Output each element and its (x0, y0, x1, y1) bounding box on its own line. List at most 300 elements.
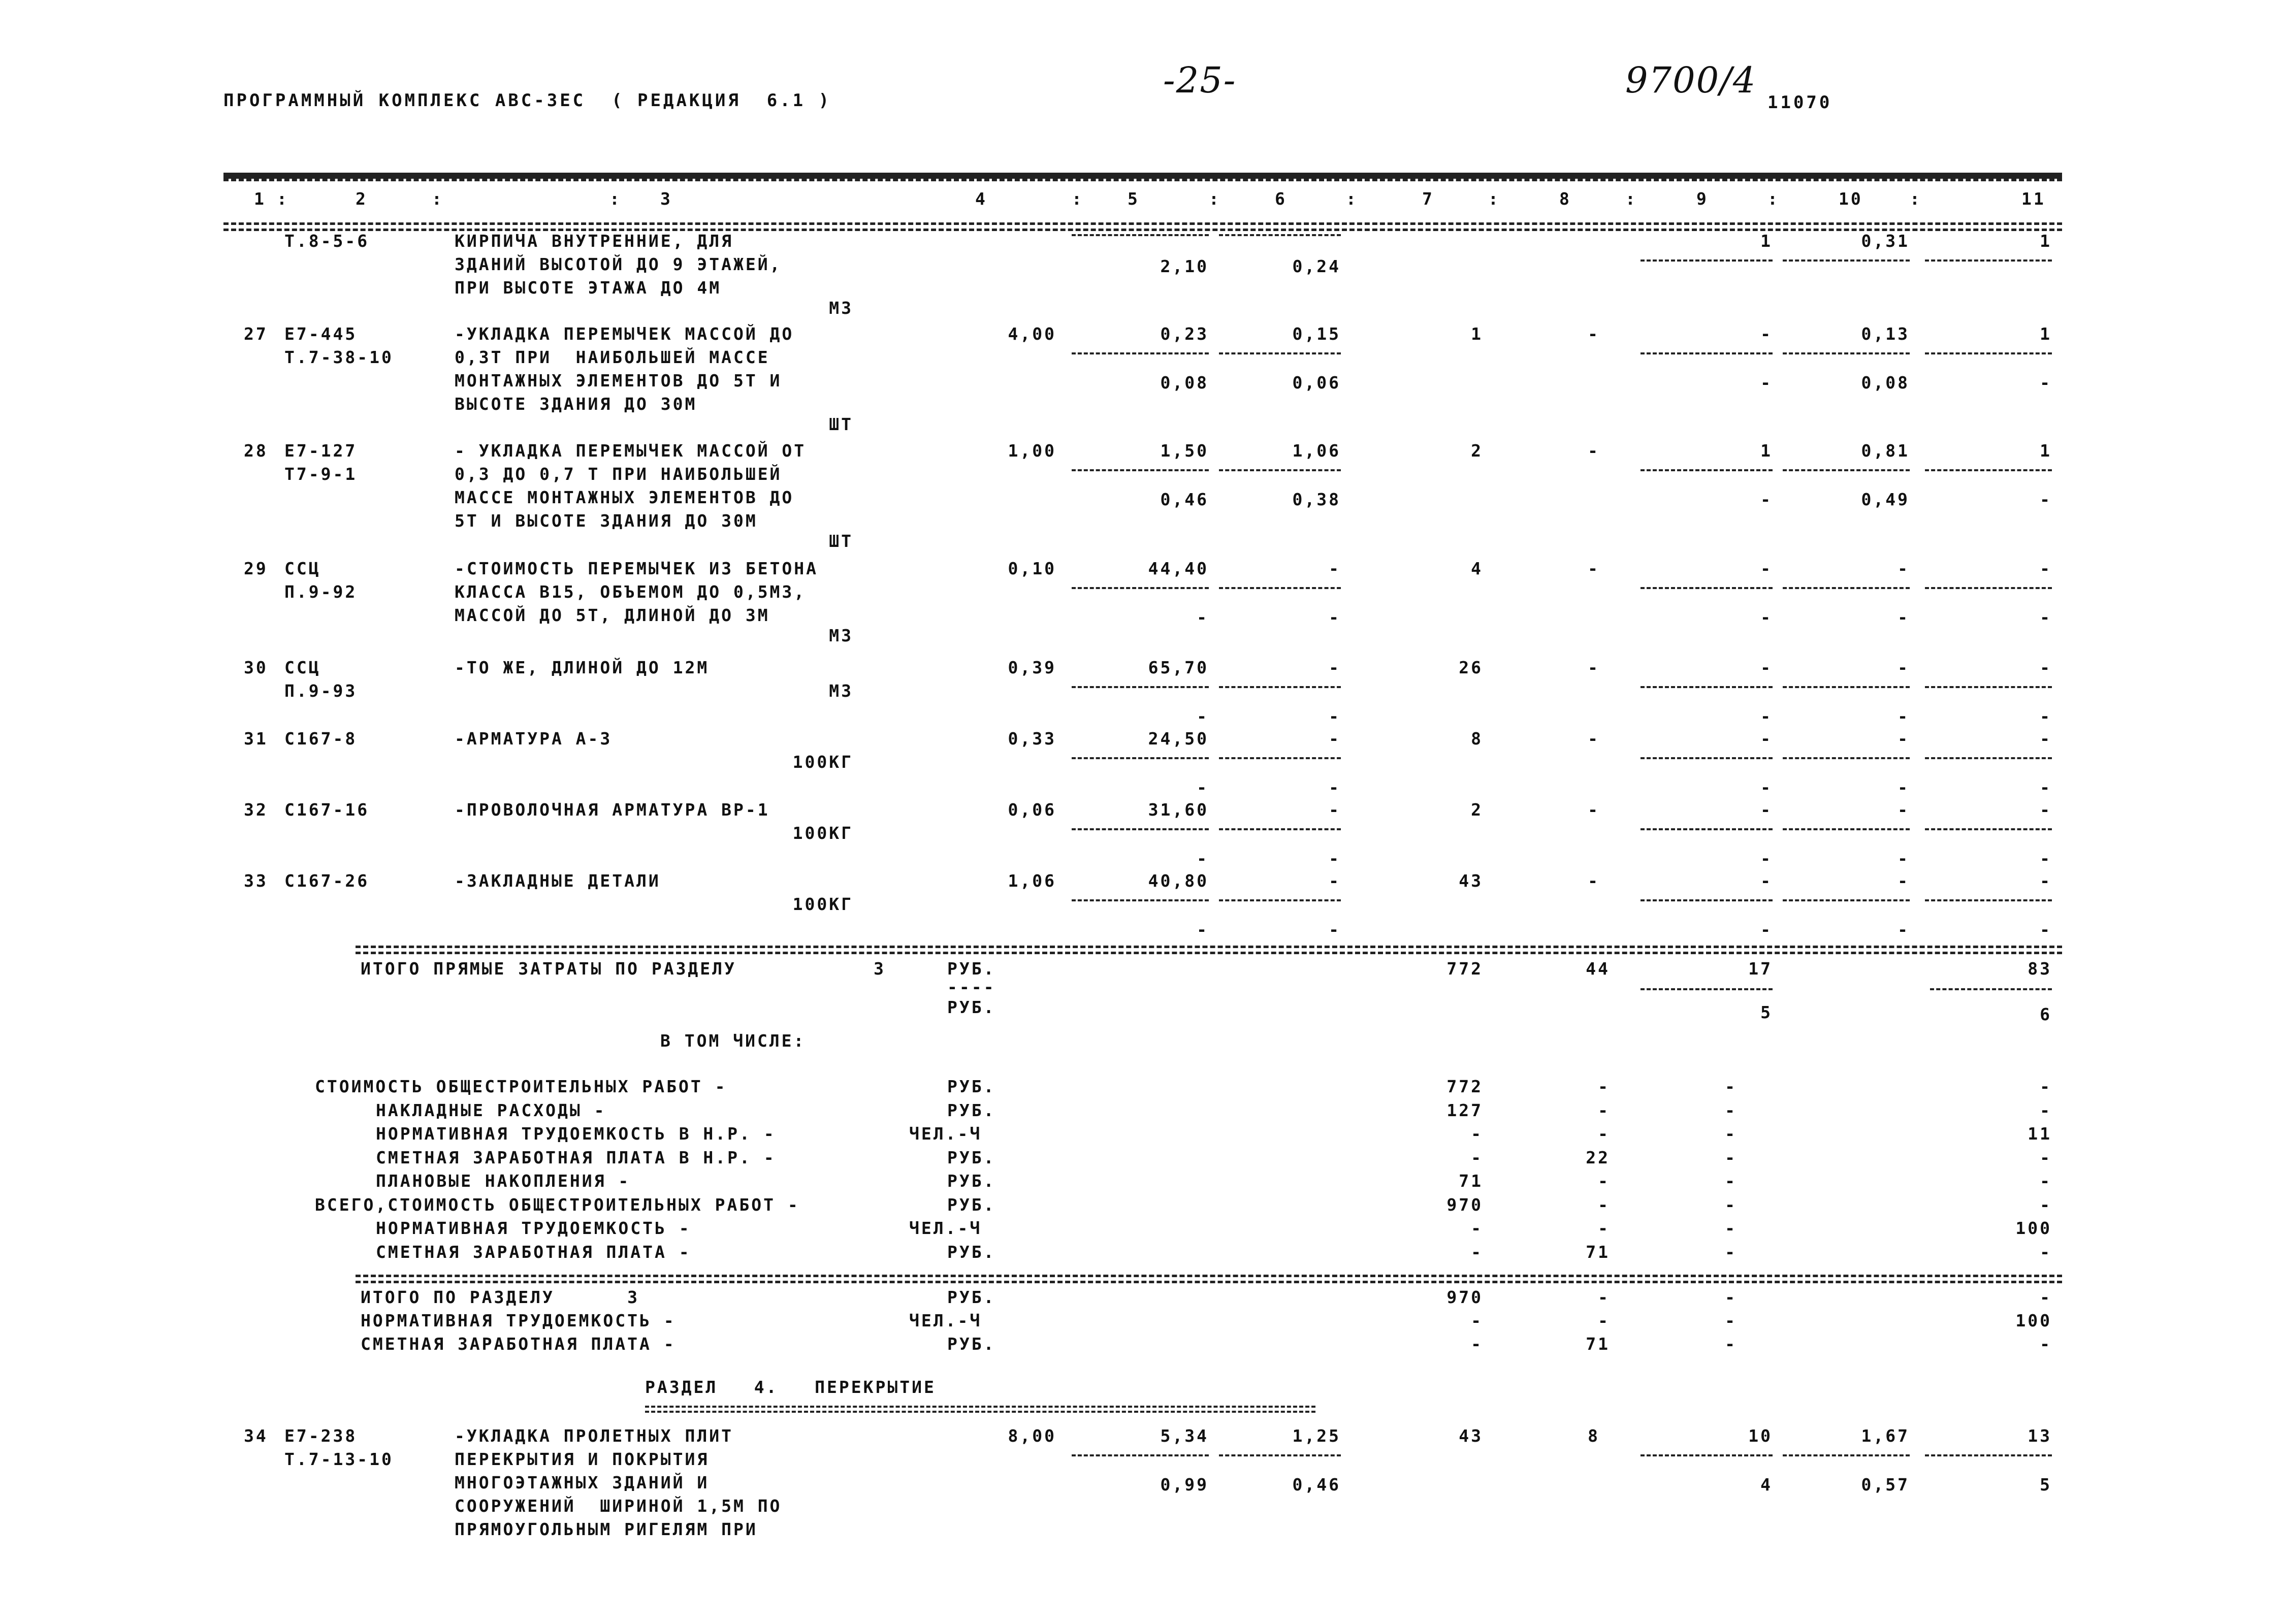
column-separator: : (1910, 189, 1922, 209)
row-code: С167-8 (284, 729, 358, 749)
row-unit-machine: - (1329, 658, 1341, 677)
including-line-c8: - (1598, 1195, 1610, 1215)
row-c9-wage: 4 (1760, 1475, 1773, 1495)
section-total-unit: ЧЕЛ.-Ч (909, 1311, 982, 1330)
row-total-cost: 8 (1471, 729, 1483, 749)
row-c9-wage: - (1760, 490, 1773, 509)
direct-costs-section: 3 (874, 959, 886, 979)
row-description: КЛАССА В15, ОБЪЕМОМ ДО 0,5М3, (455, 582, 807, 602)
including-line-c8: - (1598, 1171, 1610, 1191)
row-total-cost: 4 (1471, 559, 1483, 578)
column-separator: : (1072, 189, 1084, 209)
including-line-unit: РУБ. (947, 1148, 996, 1167)
column-header-6: 6 (1275, 189, 1287, 209)
row-unit-machine-wage: - (1329, 607, 1341, 627)
column-separator: : (1767, 189, 1780, 209)
column-separator: : (277, 189, 289, 209)
row-c10-wage: 0,57 (1861, 1475, 1910, 1495)
row-code: Т.7-38-10 (284, 347, 394, 367)
row-c11-value: - (2040, 658, 2052, 677)
row-quantity: 4,00 (1008, 324, 1056, 344)
row-c11-separator (1925, 352, 2052, 354)
row-unit-machine: - (1329, 871, 1341, 891)
row-c9-value: - (1760, 800, 1773, 820)
row-c9-value: - (1760, 658, 1773, 677)
row-c6-separator (1219, 686, 1341, 688)
including-line-c11: - (2040, 1148, 2052, 1167)
row-c11-wage: - (2040, 920, 2052, 939)
row-c10-separator (1783, 899, 1910, 901)
row-c10-value: 1,67 (1861, 1426, 1910, 1446)
including-line-c9: - (1725, 1148, 1737, 1167)
row-code: Е7-127 (284, 441, 358, 461)
row-code: С167-16 (284, 800, 370, 820)
header-bottom-rule (223, 222, 2062, 225)
including-line-c8: - (1598, 1077, 1610, 1096)
including-line-label: СМЕТНАЯ ЗАРАБОТНАЯ ПЛАТА - (376, 1242, 691, 1262)
row-c10-value: - (1898, 800, 1910, 820)
row-c6-separator (1219, 587, 1341, 589)
row-c9-value: - (1760, 729, 1773, 749)
row-c5-separator (1072, 352, 1209, 354)
row-c9-separator (1641, 259, 1773, 262)
row-c6-separator (1219, 828, 1341, 830)
section-total-label: ИТОГО ПО РАЗДЕЛУ 3 (361, 1287, 639, 1307)
row-number: 31 (244, 729, 268, 749)
row-description: -СТОИМОСТЬ ПЕРЕМЫЧЕК ИЗ БЕТОНА (455, 559, 819, 578)
including-line-label: ВСЕГО,СТОИМОСТЬ ОБЩЕСТРОИТЕЛЬНЫХ РАБОТ - (315, 1195, 800, 1215)
section-total-c7: - (1471, 1334, 1483, 1354)
row-c11-wage: - (2040, 777, 2052, 797)
row-c9-separator (1641, 899, 1773, 901)
section-total-unit: РУБ. (947, 1287, 996, 1307)
including-line-c11: - (2040, 1077, 2052, 1096)
row-c11-wage: 5 (2040, 1475, 2052, 1495)
section-total-c7: - (1471, 1311, 1483, 1330)
row-c11-wage: - (2040, 373, 2052, 393)
including-line-c9: - (1725, 1077, 1737, 1096)
row-unit: ШТ (829, 414, 853, 434)
row-description: МАССОЙ ДО 5Т, ДЛИНОЙ ДО 3М (455, 605, 770, 625)
row-machine-cost: - (1588, 658, 1600, 677)
including-line-c8: - (1598, 1124, 1610, 1144)
row-c10-value: - (1898, 729, 1910, 749)
including-line-label: НАКЛАДНЫЕ РАСХОДЫ - (376, 1100, 606, 1120)
section-total-rule-2 (356, 1281, 2062, 1283)
including-line-label: НОРМАТИВНАЯ ТРУДОЕМКОСТЬ В Н.Р. - (376, 1124, 776, 1144)
row-c11-separator (1925, 469, 2052, 471)
row-unit-machine-wage: 0,46 (1292, 1475, 1341, 1495)
column-header-1: 1 (254, 189, 266, 209)
row-code: ССЦ (284, 559, 321, 578)
row-c9-separator (1641, 469, 1773, 471)
row-description: 0,3Т ПРИ НАИБОЛЬШЕЙ МАССЕ (455, 347, 770, 367)
row-description: ЗДАНИЙ ВЫСОТОЙ ДО 9 ЭТАЖЕЙ, (455, 254, 782, 274)
row-c11-value: - (2040, 800, 2052, 820)
row-c10-wage: - (1898, 849, 1910, 868)
including-line-label: СМЕТНАЯ ЗАРАБОТНАЯ ПЛАТА В Н.Р. - (376, 1148, 776, 1167)
row-unit-cost: 1,50 (1160, 441, 1209, 461)
row-unit-machine-wage: - (1329, 920, 1341, 939)
direct-costs-unit-2: РУБ. (947, 997, 996, 1017)
row-c9-wage: - (1760, 373, 1773, 393)
document-number: 11070 (1767, 92, 1832, 113)
row-unit-machine: - (1329, 800, 1341, 820)
row-c5-separator (1072, 234, 1209, 236)
column-header-3: 3 (660, 189, 672, 209)
row-c10-separator (1783, 686, 1910, 688)
row-c11-wage: - (2040, 490, 2052, 509)
row-c11-separator (1925, 259, 2052, 262)
row-c5-separator (1072, 899, 1209, 901)
row-description: 5Т И ВЫСОТЕ ЗДАНИЯ ДО 30М (455, 511, 758, 531)
direct-costs-unit-sep: ---- (947, 977, 996, 997)
row-description: ПРЯМОУГОЛЬНЫМ РИГЕЛЯМ ПРИ (455, 1519, 758, 1539)
row-c9-wage: - (1760, 607, 1773, 627)
row-c10-separator (1783, 587, 1910, 589)
row-unit-machine-wage: 0,06 (1292, 373, 1341, 393)
row-number: 30 (244, 658, 268, 677)
row-machine-cost: - (1588, 729, 1600, 749)
including-line-unit: ЧЕЛ.-Ч (909, 1124, 982, 1144)
row-c6-separator (1219, 899, 1341, 901)
including-line-c7: 970 (1446, 1195, 1483, 1215)
including-line-c11: 11 (2028, 1124, 2052, 1144)
including-line-c7: 772 (1446, 1077, 1483, 1096)
row-unit-cost: 40,80 (1148, 871, 1209, 891)
row-machine-cost: - (1588, 441, 1600, 461)
direct-costs-c11: 83 (2028, 959, 2052, 979)
row-unit-machine: 1,25 (1292, 1426, 1341, 1446)
document-code: 9700/4 (1625, 59, 1757, 101)
including-line-label: СТОИМОСТЬ ОБЩЕСТРОИТЕЛЬНЫХ РАБОТ - (315, 1077, 727, 1096)
row-quantity: 0,39 (1008, 658, 1056, 677)
including-line-unit: РУБ. (947, 1242, 996, 1262)
section-total-unit: РУБ. (947, 1334, 996, 1354)
section-4-underline (645, 1406, 1315, 1408)
row-c11-separator (1925, 899, 2052, 901)
row-c9-separator (1641, 757, 1773, 759)
row-unit-wage: 0,99 (1160, 1475, 1209, 1495)
including-line-c9: - (1725, 1100, 1737, 1120)
row-c10-separator (1783, 259, 1910, 262)
row-code: Т7-9-1 (284, 464, 358, 484)
direct-costs-unit: РУБ. (947, 959, 996, 979)
column-header-5: 5 (1128, 189, 1140, 209)
row-c6-separator (1219, 1454, 1341, 1456)
row-number: 34 (244, 1426, 268, 1446)
column-separator: : (432, 189, 444, 209)
row-description: -УКЛАДКА ПРОЛЕТНЫХ ПЛИТ (455, 1426, 733, 1446)
including-line-label: ПЛАНОВЫЕ НАКОПЛЕНИЯ - (376, 1171, 631, 1191)
row-c10-value: - (1898, 871, 1910, 891)
direct-costs-c9-sep (1641, 988, 1773, 990)
section-total-c9: - (1725, 1334, 1737, 1354)
including-line-c9: - (1725, 1124, 1737, 1144)
row-number: 29 (244, 559, 268, 578)
including-line-c8: 71 (1586, 1242, 1610, 1262)
row-quantity: 0,06 (1008, 800, 1056, 820)
row-c9-separator (1641, 587, 1773, 589)
column-separator: : (1346, 189, 1358, 209)
including-line-c9: - (1725, 1218, 1737, 1238)
row-machine-cost: - (1588, 559, 1600, 578)
row-c10-wage: - (1898, 777, 1910, 797)
row-c10-separator (1783, 469, 1910, 471)
row-code: П.9-93 (284, 681, 358, 701)
row-c9-value: 1 (1760, 231, 1773, 251)
row-unit: 100КГ (792, 823, 853, 843)
row-code: Т.7-13-10 (284, 1449, 394, 1469)
row-code: С167-26 (284, 871, 370, 891)
row-c9-value: - (1760, 871, 1773, 891)
row-c11-value: - (2040, 871, 2052, 891)
row-c11-separator (1925, 587, 2052, 589)
row-number: 32 (244, 800, 268, 820)
row-c9-wage: - (1760, 849, 1773, 868)
row-unit-wage: - (1197, 706, 1209, 726)
including-line-unit: РУБ. (947, 1077, 996, 1096)
row-c11-wage: - (2040, 706, 2052, 726)
top-rule (223, 173, 2062, 179)
row-number: 28 (244, 441, 268, 461)
row-description: МНОГОЭТАЖНЫХ ЗДАНИЙ И (455, 1473, 710, 1492)
row-total-cost: 43 (1459, 871, 1483, 891)
row-c5-separator (1072, 828, 1209, 830)
row-c9-value: - (1760, 324, 1773, 344)
row-c9-value: - (1760, 559, 1773, 578)
including-line-unit: РУБ. (947, 1195, 996, 1215)
section-total-c8: - (1598, 1311, 1610, 1330)
including-line-c11: - (2040, 1171, 2052, 1191)
row-c10-value: 0,81 (1861, 441, 1910, 461)
row-description: ПРИ ВЫСОТЕ ЭТАЖА ДО 4М (455, 278, 722, 298)
row-unit-machine-wage: - (1329, 849, 1341, 868)
row-c10-wage: - (1898, 920, 1910, 939)
direct-costs-c11b: 6 (2040, 1004, 2052, 1024)
row-c5-separator (1072, 1454, 1209, 1456)
row-description: ПЕРЕКРЫТИЯ И ПОКРЫТИЯ (455, 1449, 710, 1469)
row-quantity: 8,00 (1008, 1426, 1056, 1446)
top-rule-2 (223, 179, 2062, 181)
row-unit-wage: - (1197, 849, 1209, 868)
column-header-8: 8 (1559, 189, 1571, 209)
including-line-c7: - (1471, 1218, 1483, 1238)
row-c11-value: - (2040, 729, 2052, 749)
row-c5-separator (1072, 587, 1209, 589)
row-c9-wage: - (1760, 706, 1773, 726)
row-unit-wage: 0,08 (1160, 373, 1209, 393)
row-unit: М3 (829, 298, 853, 318)
program-header: ПРОГРАММНЫЙ КОМПЛЕКС АВС-ЗЕС ( РЕДАКЦИЯ 6.1 ) (223, 90, 832, 111)
row-c6-separator (1219, 469, 1341, 471)
page-number: -25- (1163, 59, 1237, 101)
row-c9-wage: - (1760, 777, 1773, 797)
row-c11-value: 13 (2028, 1426, 2052, 1446)
row-c9-value: 10 (1748, 1426, 1773, 1446)
row-code: П.9-92 (284, 582, 358, 602)
section-total-c8: - (1598, 1287, 1610, 1307)
row-unit-cost: 24,50 (1148, 729, 1209, 749)
direct-costs-c11-sep (1930, 988, 2052, 990)
section-total-c9: - (1725, 1287, 1737, 1307)
row-description: МАССЕ МОНТАЖНЫХ ЭЛЕМЕНТОВ ДО (455, 488, 794, 507)
row-unit: М3 (829, 626, 853, 645)
including-line-unit: РУБ. (947, 1171, 996, 1191)
including-line-c11: - (2040, 1242, 2052, 1262)
row-unit-machine: - (1329, 559, 1341, 578)
including-line-c11: 100 (2015, 1218, 2052, 1238)
row-unit-machine-wage: - (1329, 706, 1341, 726)
section-total-c9: - (1725, 1311, 1737, 1330)
row-c11-wage: - (2040, 849, 2052, 868)
section-4-underline-2 (645, 1411, 1315, 1413)
row-description: КИРПИЧА ВНУТРЕННИЕ, ДЛЯ (455, 231, 733, 251)
row-quantity: 1,00 (1008, 441, 1056, 461)
row-number: 33 (244, 871, 268, 891)
row-unit-machine-wage: - (1329, 777, 1341, 797)
including-line-label: НОРМАТИВНАЯ ТРУДОЕМКОСТЬ - (376, 1218, 691, 1238)
row-c11-separator (1925, 1454, 2052, 1456)
row-machine-cost: 8 (1588, 1426, 1600, 1446)
including-line-c11: - (2040, 1100, 2052, 1120)
including-line-c9: - (1725, 1242, 1737, 1262)
row-unit: М3 (829, 681, 853, 701)
row-description: -ПРОВОЛОЧНАЯ АРМАТУРА ВР-1 (455, 800, 770, 820)
row-c9-wage: - (1760, 920, 1773, 939)
including-line-c8: - (1598, 1100, 1610, 1120)
row-c10-wage: - (1898, 706, 1910, 726)
row-c10-value: 0,13 (1861, 324, 1910, 344)
including-label: В ТОМ ЧИСЛЕ: (660, 1031, 806, 1051)
row-total-cost: 2 (1471, 800, 1483, 820)
row-c10-wage: 0,49 (1861, 490, 1910, 509)
row-c11-separator (1925, 828, 2052, 830)
row-c9-separator (1641, 1454, 1773, 1456)
row-unit-cost: 44,40 (1148, 559, 1209, 578)
row-unit-wage: - (1197, 920, 1209, 939)
row-total-cost: 26 (1459, 658, 1483, 677)
row-c5-separator (1072, 757, 1209, 759)
row-description: - УКЛАДКА ПЕРЕМЫЧЕК МАССОЙ ОТ (455, 441, 807, 461)
row-c5-separator (1072, 469, 1209, 471)
row-c11-wage: - (2040, 607, 2052, 627)
row-unit: 100КГ (792, 752, 853, 772)
column-separator: : (1625, 189, 1637, 209)
row-total-cost: 2 (1471, 441, 1483, 461)
column-header-2: 2 (356, 189, 368, 209)
row-c9-separator (1641, 686, 1773, 688)
totals-rule-2 (356, 952, 2062, 954)
section-total-c11: - (2040, 1287, 2052, 1307)
row-total-cost: 43 (1459, 1426, 1483, 1446)
row-unit: ШТ (829, 531, 853, 551)
row-quantity: 1,06 (1008, 871, 1056, 891)
row-unit-wage: - (1197, 777, 1209, 797)
row-c10-separator (1783, 757, 1910, 759)
row-c11-value: 1 (2040, 231, 2052, 251)
direct-costs-label: ИТОГО ПРЯМЫЕ ЗАТРАТЫ ПО РАЗДЕЛУ (361, 959, 736, 979)
row-machine-cost: - (1588, 871, 1600, 891)
row-unit-machine: 0,15 (1292, 324, 1341, 344)
row-code: ССЦ (284, 658, 321, 677)
row-c11-value: - (2040, 559, 2052, 578)
section-total-label: СМЕТНАЯ ЗАРАБОТНАЯ ПЛАТА - (361, 1334, 676, 1354)
row-quantity: 0,10 (1008, 559, 1056, 578)
direct-costs-c9b: 5 (1760, 1002, 1773, 1022)
row-machine-cost: - (1588, 324, 1600, 344)
column-header-11: 11 (2021, 189, 2046, 209)
row-c11-value: 1 (2040, 441, 2052, 461)
row-c9-value: 1 (1760, 441, 1773, 461)
row-description: ВЫСОТЕ ЗДАНИЯ ДО 30М (455, 394, 697, 414)
including-line-c7: - (1471, 1242, 1483, 1262)
column-header-4: 4 (975, 189, 987, 209)
column-header-10: 10 (1839, 189, 1863, 209)
row-c10-wage: - (1898, 607, 1910, 627)
section-total-c8: 71 (1586, 1334, 1610, 1354)
row-description: МОНТАЖНЫХ ЭЛЕМЕНТОВ ДО 5Т И (455, 371, 782, 391)
row-c6-separator (1219, 352, 1341, 354)
row-unit-machine: 0,24 (1292, 256, 1341, 276)
including-line-c7: - (1471, 1148, 1483, 1167)
row-unit-wage: 0,46 (1160, 490, 1209, 509)
including-line-c7: - (1471, 1124, 1483, 1144)
totals-rule (356, 946, 2062, 948)
section-total-c7: 970 (1446, 1287, 1483, 1307)
row-c10-value: 0,31 (1861, 231, 1910, 251)
row-unit-cost: 5,34 (1160, 1426, 1209, 1446)
row-c11-separator (1925, 686, 2052, 688)
row-description: 0,3 ДО 0,7 Т ПРИ НАИБОЛЬШЕЙ (455, 464, 782, 484)
row-unit-wage: - (1197, 607, 1209, 627)
row-c10-separator (1783, 1454, 1910, 1456)
row-unit-cost: 0,23 (1160, 324, 1209, 344)
column-separator: : (1488, 189, 1500, 209)
section-4-title: РАЗДЕЛ 4. ПЕРЕКРЫТИЕ (645, 1377, 936, 1397)
row-c9-separator (1641, 352, 1773, 354)
including-line-unit: РУБ. (947, 1100, 996, 1120)
section-total-rule (356, 1275, 2062, 1277)
row-description: -ТО ЖЕ, ДЛИНОЙ ДО 12М (455, 658, 710, 677)
row-unit-machine: 1,06 (1292, 441, 1341, 461)
row-unit-cost: 31,60 (1148, 800, 1209, 820)
row-c10-value: - (1898, 658, 1910, 677)
direct-costs-c7: 772 (1446, 959, 1483, 979)
row-quantity: 0,33 (1008, 729, 1056, 749)
row-unit-cost: 2,10 (1160, 256, 1209, 276)
including-line-c8: 22 (1586, 1148, 1610, 1167)
direct-costs-c9: 17 (1748, 959, 1773, 979)
column-header-9: 9 (1696, 189, 1709, 209)
row-c11-value: 1 (2040, 324, 2052, 344)
row-c11-separator (1925, 757, 2052, 759)
row-description: -АРМАТУРА А-3 (455, 729, 613, 749)
including-line-c7: 71 (1459, 1171, 1483, 1191)
row-code: Е7-445 (284, 324, 358, 344)
row-code: Т.8-5-6 (284, 231, 370, 251)
direct-costs-c8: 44 (1586, 959, 1610, 979)
section-total-label: НОРМАТИВНАЯ ТРУДОЕМКОСТЬ - (361, 1311, 676, 1330)
row-machine-cost: - (1588, 800, 1600, 820)
including-line-unit: ЧЕЛ.-Ч (909, 1218, 982, 1238)
row-code: Е7-238 (284, 1426, 358, 1446)
row-c6-separator (1219, 234, 1341, 236)
row-unit-machine-wage: 0,38 (1292, 490, 1341, 509)
row-description: -ЗАКЛАДНЫЕ ДЕТАЛИ (455, 871, 661, 891)
row-c10-value: - (1898, 559, 1910, 578)
row-description: -УКЛАДКА ПЕРЕМЫЧЕК МАССОЙ ДО (455, 324, 794, 344)
